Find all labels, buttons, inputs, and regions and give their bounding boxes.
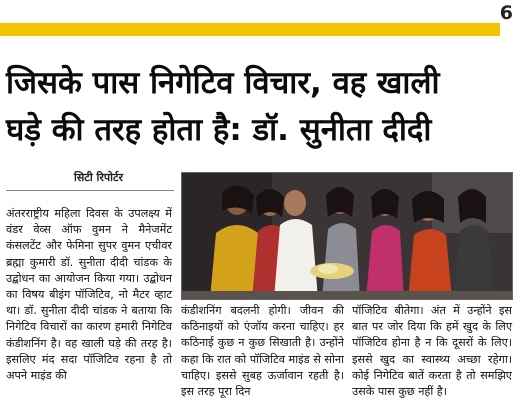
byline-divider — [6, 190, 174, 191]
article-column-middle: कंडीशनिंग बदलनी होगी। जीवन की कठिनाइयों को एंजॉय करना चाहिए। हर कठिनाई कुछ न कुछ सिखाती है। उन्होंने कहा कि रात को पॉजिटिव माइंड से सोना चाहिए। इससे सुबह ऊर्जावान रहती है। इस तरह पूरा दिन — [181, 304, 344, 399]
top-yellow-rule — [0, 23, 500, 36]
headline-line-1: जिसके पास निगेटिव विचार, वह खाली — [6, 65, 440, 101]
event-photo — [181, 172, 513, 300]
group-photo-illustration — [182, 173, 512, 299]
article-column-right: पॉजिटिव बीतेगा। अंत में उन्होंने इस बात पर जोर दिया कि हमें खुद के लिए पॉजिटिव होना है न कि दूसरों के लिए। इससे खुद का स्वास्थ्य अच्छा रहेगा। कोई निगेटिव बातें करता है तो समझिए उसके पास कुछ नहीं है। — [352, 304, 512, 399]
article-column-left: अंतरराष्ट्रीय महिला दिवस के उपलक्ष्य में वंडर वेव्स ऑफ वुमन ने मैनेजमेंट कंसलटेंट और फेमिना सुपर वुमन एचीवर ब्रह्मा कुमारी डॉ. सुनीता दीदी चांडक के उद्बोधन का आयोजन किया गया। उद्बोधन का विषय बीइंग पॉजिटिव, नो मैटर व्हाट था। डॉ. सुनीता दीदी चांडक ने बताया कि निगेटिव विचारों का कारण हमारी निगेटिव कंडीशनिंग है। वह खाली घड़े की तरह है। इसलिए मंद सदा पॉजिटिव रहना है तो अपने माइंड की — [6, 207, 172, 383]
headline-line-2: घड़े की तरह होता है: डॉ. सुनीता दीदी — [6, 112, 432, 148]
page-number: 6 — [499, 2, 513, 24]
headline — [6, 60, 511, 154]
byline: सिटी रिपोर्टर — [74, 171, 123, 184]
